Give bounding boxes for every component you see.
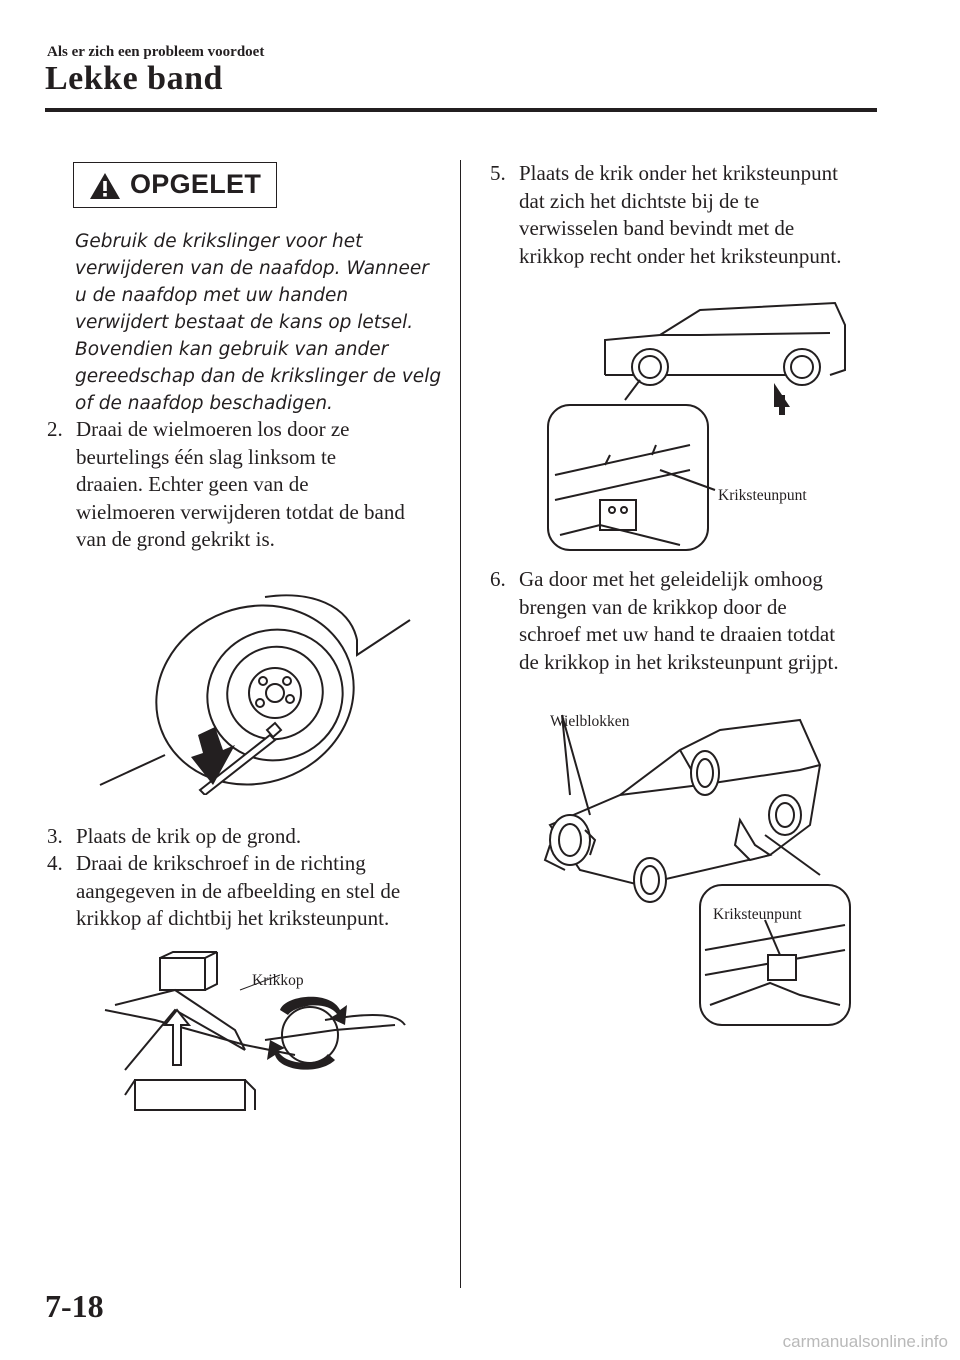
caution-box — [73, 162, 277, 208]
step-text: Plaats de krik onder het kriksteunpunt dat zich het dichtste bij de te verwisselen band bevindt met de krikkop recht onder het kriksteunpunt. — [519, 161, 842, 268]
wheel-wrench-illustration — [95, 585, 415, 795]
jack-point-label: Kriksteunpunt — [718, 487, 807, 504]
caution-title: OPGELET — [130, 169, 262, 199]
step-number: 3. — [47, 824, 63, 848]
caution-text: Gebruik de krikslinger voor het verwijderen van de naafdop. Wanneer u de naafdop met uw handen verwijdert bestaat de kans op letsel. Bovendien kan gebruik van ander gereedschap dan de krikslinger de velg of de naafdop beschadigen. — [75, 231, 442, 414]
warning-icon — [88, 171, 122, 201]
page-title: Lekke band — [45, 60, 223, 97]
wheel-chocks-label: Wielblokken — [550, 713, 630, 730]
step-number: 4. — [47, 851, 63, 875]
step-text: Plaats de krik op de grond. — [76, 824, 302, 848]
raised-jack-point-label: Kriksteunpunt — [713, 906, 802, 923]
title-rule — [45, 108, 877, 112]
step-text: Draai de wielmoeren los door ze beurtelings één slag linksom te draaien. Echter geen van de wielmoeren verwijderen totdat de band van de grond gekrikt is. — [76, 417, 405, 551]
step-number: 5. — [490, 161, 506, 185]
step-text: Ga door met het geleidelijk omhoog brengen van de krikkop door de schroef met uw hand te draaien totdat de krikkop in het kriksteunpunt grijpt. — [519, 567, 839, 674]
jack-point-illustration — [540, 295, 860, 555]
watermark: carmanualsonline.info — [782, 1332, 948, 1351]
step-text: Draai de krikschroef in de richting aangegeven in de afbeelding en stel de krikkop af dichtbij het kriksteunpunt. — [76, 851, 401, 930]
column-divider — [460, 160, 461, 1288]
step-number: 6. — [490, 567, 506, 591]
step-number: 2. — [47, 417, 63, 441]
jack-label: Krikkop — [252, 972, 304, 989]
scissor-jack-illustration — [95, 950, 415, 1115]
section-label: Als er zich een probleem voordoet — [47, 44, 265, 60]
raised-car-illustration — [540, 705, 860, 1030]
page-number: 7-18 — [45, 1288, 104, 1324]
